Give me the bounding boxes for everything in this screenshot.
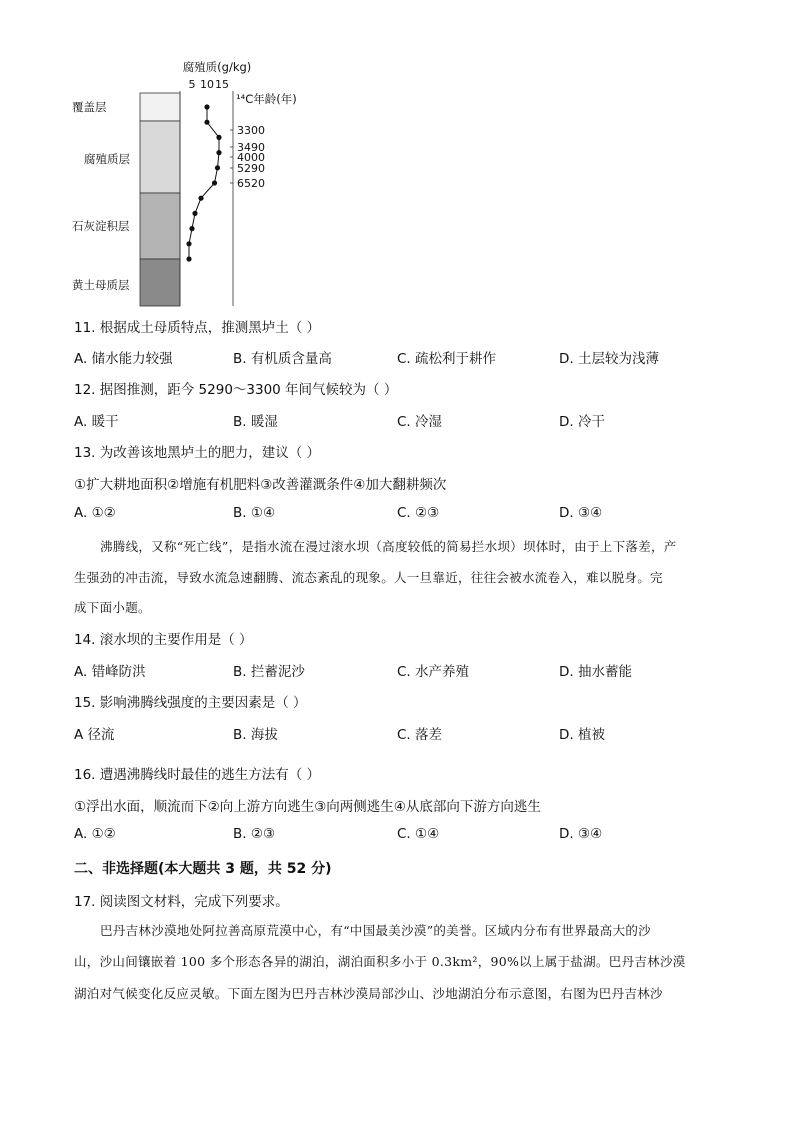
humus-point-2 [204,120,209,125]
q14-option-d: D. 抽水蓄能 [559,664,632,680]
q13-stem: 13. 为改善该地黑垆土的肥力，建议（ ） [74,445,321,461]
section-2-heading: 二、非选择题(本大题共 3 题，共 52 分) [74,861,332,877]
age-label-4000: 4000 [237,151,265,164]
q16-option-d: D. ③④ [559,826,603,842]
q13-statements: ①扩大耕地面积②增施有机肥料③改善灌溉条件④加大翻耕频次 [74,477,447,493]
humus-point-10 [186,241,191,246]
humus-tick-5: 5 [188,78,196,91]
age-label-5290: 5290 [237,162,265,175]
q11-option-a: A. 储水能力较强 [74,351,173,367]
q15-option-a: A 径流 [74,727,115,743]
q16-option-c: C. ①④ [397,826,440,842]
layer-cover [140,93,180,121]
q14-option-b: B. 拦蓄泥沙 [233,664,305,680]
c14-age-title: ¹⁴C年龄(年) [236,92,297,106]
q15-stem: 15. 影响沸腾线强度的主要因素是（ ） [74,695,307,711]
q16-option-b: B. ②③ [233,826,276,842]
passage1-line-3: 成下面小题。 [74,600,151,615]
q16-stem: 16. 遭遇沸腾线时最佳的逃生方法有（ ） [74,767,321,783]
layer-calcic [140,193,180,259]
humus-tick-10: 10 [200,78,214,91]
humus-point-7 [198,196,203,201]
q12-option-b: B. 暖湿 [233,414,278,430]
humus-point-6 [212,180,217,185]
q16-statements: ①浮出水面，顺流而下②向上游方向逃生③向两侧逃生④从底部向下游方向逃生 [74,799,541,815]
q14-option-a: A. 错峰防洪 [74,664,146,680]
humus-point-11 [186,256,191,261]
q13-option-d: D. ③④ [559,505,603,521]
age-label-3300: 3300 [237,124,265,137]
layer-label-loess: 黄土母质层 [72,278,130,292]
q12-option-a: A. 暖干 [74,414,119,430]
q13-option-b: B. ①④ [233,505,276,521]
q15-option-b: B. 海拔 [233,727,278,743]
layer-label-calcic: 石灰淀积层 [72,219,130,233]
q14-stem: 14. 滚水坝的主要作用是（ ） [74,632,253,648]
q13-option-a: A. ①② [74,505,116,521]
humus-point-8 [192,211,197,216]
age-label-6520: 6520 [237,177,265,190]
q11-stem: 11. 根据成土母质特点，推测黑垆土（ ） [74,320,321,336]
soil-profile-figure [60,55,320,315]
q13-option-c: C. ②③ [397,505,440,521]
q12-stem: 12. 据图推测，距今 5290～3300 年间气候较为（ ） [74,382,398,398]
q11-option-c: C. 疏松利于耕作 [397,351,497,367]
q15-option-c: C. 落差 [397,727,443,743]
age-label-3490: 3490 [237,141,265,154]
humus-point-4 [216,150,221,155]
humus-point-3 [216,135,221,140]
q12-option-d: D. 冷干 [559,414,605,430]
humus-point-1 [204,104,209,109]
humus-point-5 [215,165,220,170]
layer-label-humus: 腐殖质层 [84,152,130,166]
q17-material-line-3: 湖泊对气候变化反应灵敏。下面左图为巴丹吉林沙漠局部沙山、沙地湖泊分布示意图，右图为巴丹吉林沙 [74,986,663,1001]
layer-loess [140,259,180,306]
q16-option-a: A. ①② [74,826,116,842]
humus-profile-line [186,104,221,261]
q14-option-c: C. 水产养殖 [397,664,470,680]
layer-humus [140,121,180,193]
q15-option-d: D. 植被 [559,727,605,743]
q11-option-b: B. 有机质含量高 [233,351,332,367]
age-ticks [230,130,233,183]
q17-material-line-2: 山，沙山间镶嵌着 100 多个形态各异的湖泊，湖泊面积多小于 0.3km²，90%以上属于盐湖。巴丹吉林沙漠 [74,954,686,969]
humus-axis-title: 腐殖质(g/kg) [182,60,252,74]
humus-point-9 [189,226,194,231]
q11-option-d: D. 土层较为浅薄 [559,351,659,367]
passage1-line-1: 沸腾线，又称“死亡线”，是指水流在漫过滚水坝（高度较低的简易拦水坝）坝体时，由于上下落差，产 [100,539,677,554]
q17-material-line-1: 巴丹吉林沙漠地处阿拉善高原荒漠中心，有“中国最美沙漠”的美誉。区域内分布有世界最高大的沙 [100,923,651,938]
q17-stem: 17. 阅读图文材料，完成下列要求。 [74,894,289,910]
humus-tick-15: 15 [215,78,229,91]
layer-label-cover: 覆盖层 [72,100,107,114]
passage1-line-2: 生强劲的冲击流，导致水流急速翻腾、流态紊乱的现象。人一旦靠近，往往会被水流卷入，难以脱身。完 [74,570,663,585]
q12-option-c: C. 冷湿 [397,414,443,430]
